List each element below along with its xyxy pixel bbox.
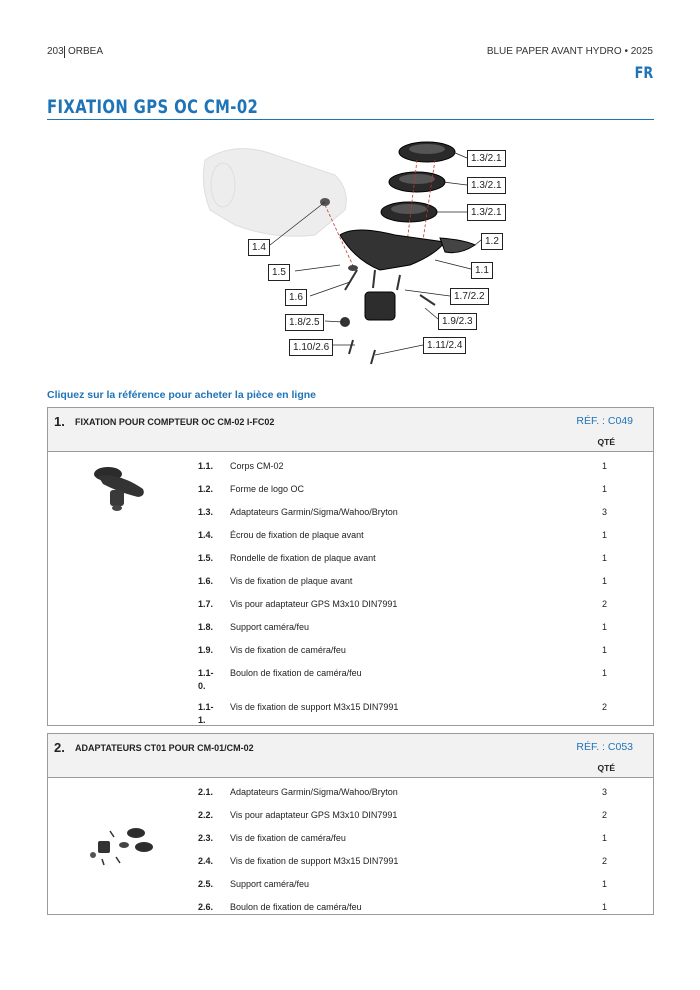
item-quantity: 1 <box>601 668 607 678</box>
item-description: Vis de fixation de support M3x15 DIN7991 <box>230 702 399 712</box>
item-quantity: 1 <box>601 833 607 843</box>
item-description: Vis de fixation de caméra/feu <box>230 645 346 655</box>
buy-online-hint: Cliquez sur la référence pour acheter la pièce en ligne <box>47 389 317 401</box>
item-quantity: 1 <box>601 530 607 540</box>
callout-1-1: 1.1 <box>471 262 493 279</box>
item-quantity: 2 <box>601 702 607 712</box>
item-description: Forme de logo OC <box>230 484 305 494</box>
kit-name: FIXATION POUR COMPTEUR OC CM-02 I-FC02 <box>75 417 275 427</box>
callout-1-8: 1.8/2.5 <box>285 314 324 331</box>
item-description: Boulon de fixation de caméra/feu <box>230 902 362 912</box>
item-quantity: 3 <box>601 507 607 517</box>
item-description: Vis de fixation de plaque avant <box>230 576 353 586</box>
item-number: 1.9. <box>198 645 214 655</box>
callout-1-3-b: 1.3/2.1 <box>467 177 506 194</box>
item-quantity: 1 <box>601 622 607 632</box>
section-title: FIXATION GPS OC CM-02 <box>47 96 259 118</box>
title-divider <box>47 119 654 120</box>
item-description: Vis pour adaptateur GPS M3x10 DIN7991 <box>230 810 398 820</box>
item-quantity: 3 <box>601 787 607 797</box>
item-number: 1.7. <box>198 599 214 609</box>
callout-1-6: 1.6 <box>285 289 307 306</box>
kit-table-1 <box>47 407 654 726</box>
page-number: 203 <box>47 46 64 57</box>
item-number: 1.6. <box>198 576 214 586</box>
kit-reference-link[interactable]: RÉF. : C053 <box>576 741 633 753</box>
item-number: 2.1. <box>198 787 214 797</box>
callout-1-2: 1.2 <box>481 233 503 250</box>
item-description: Boulon de fixation de caméra/feu <box>230 668 362 678</box>
kit-1-image <box>78 464 158 514</box>
item-description: Écrou de fixation de plaque avant <box>230 530 364 540</box>
item-number: 1.1- 1. <box>198 702 214 725</box>
callout-1-10: 1.10/2.6 <box>289 339 333 356</box>
kit-2-image <box>78 823 163 868</box>
item-number: 2.6. <box>198 902 214 912</box>
item-description: Rondelle de fixation de plaque avant <box>230 553 376 563</box>
item-number: 1.1- 0. <box>198 668 214 691</box>
item-quantity: 1 <box>601 645 607 655</box>
kit-header <box>48 408 653 452</box>
kit-reference-link[interactable]: RÉF. : C049 <box>576 415 633 427</box>
kit-table-2 <box>47 733 654 915</box>
document-title: BLUE PAPER AVANT HYDRO • 2025 <box>486 46 653 57</box>
item-number: 1.3. <box>198 507 214 517</box>
callout-1-5: 1.5 <box>268 264 290 281</box>
page-header <box>47 46 653 60</box>
item-quantity: 2 <box>601 856 607 866</box>
item-number: 2.2. <box>198 810 214 820</box>
callout-1-4: 1.4 <box>248 239 270 256</box>
brand-name: ORBEA <box>68 46 104 57</box>
item-quantity: 1 <box>601 484 607 494</box>
callout-1-3-a: 1.3/2.1 <box>467 150 506 167</box>
item-quantity: 1 <box>601 461 607 471</box>
callout-1-7: 1.7/2.2 <box>450 288 489 305</box>
item-number: 1.8. <box>198 622 214 632</box>
item-quantity: 1 <box>601 902 607 912</box>
item-description: Corps CM-02 <box>230 461 284 471</box>
item-description: Support caméra/feu <box>230 622 310 632</box>
callout-1-9: 1.9/2.3 <box>438 313 477 330</box>
kit-number: 1. <box>54 414 65 429</box>
item-quantity: 1 <box>601 879 607 889</box>
kit-name: ADAPTATEURS CT01 POUR CM-01/CM-02 <box>75 743 254 753</box>
qty-header: QTÉ <box>597 437 615 447</box>
item-number: 1.1. <box>198 461 214 471</box>
item-description: Support caméra/feu <box>230 879 310 889</box>
header-separator <box>64 46 65 58</box>
item-quantity: 1 <box>601 576 607 586</box>
item-number: 1.2. <box>198 484 214 494</box>
qty-header: QTÉ <box>597 763 615 773</box>
language-code: FR <box>634 63 653 82</box>
item-number: 2.3. <box>198 833 214 843</box>
item-number: 2.5. <box>198 879 214 889</box>
item-description: Vis de fixation de support M3x15 DIN7991 <box>230 856 399 866</box>
item-description: Adaptateurs Garmin/Sigma/Wahoo/Bryton <box>230 787 398 797</box>
exploded-diagram <box>195 130 515 375</box>
item-quantity: 1 <box>601 553 607 563</box>
kit-header <box>48 734 653 778</box>
item-description: Vis de fixation de caméra/feu <box>230 833 346 843</box>
item-number: 2.4. <box>198 856 214 866</box>
item-number: 1.4. <box>198 530 214 540</box>
callout-1-11: 1.11/2.4 <box>423 337 466 354</box>
callout-1-3-c: 1.3/2.1 <box>467 204 506 221</box>
item-quantity: 2 <box>601 810 607 820</box>
kit-number: 2. <box>54 740 65 755</box>
item-description: Adaptateurs Garmin/Sigma/Wahoo/Bryton <box>230 507 398 517</box>
item-number: 1.5. <box>198 553 214 563</box>
item-description: Vis pour adaptateur GPS M3x10 DIN7991 <box>230 599 398 609</box>
item-quantity: 2 <box>601 599 607 609</box>
